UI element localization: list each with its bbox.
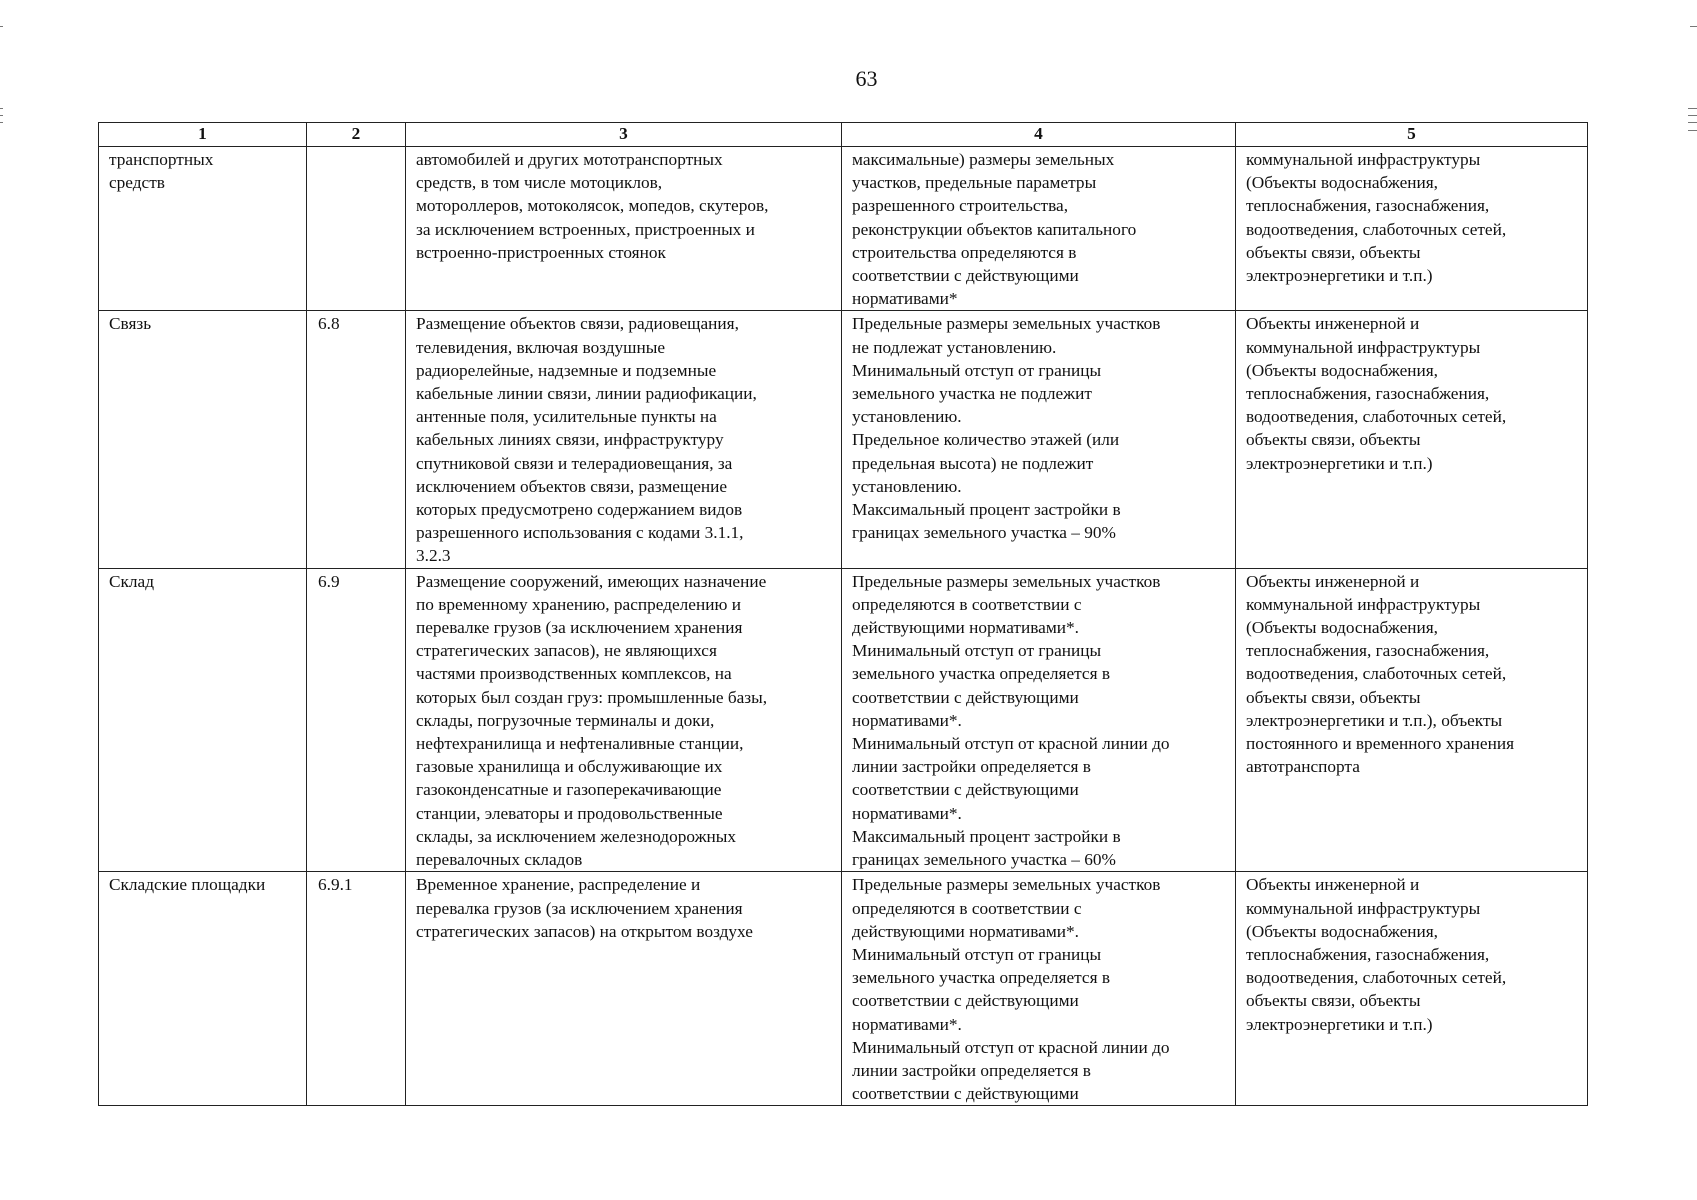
table-row [99, 311, 1588, 568]
scan-edge-mark-left [0, 122, 3, 123]
scan-edge-mark-right [1688, 115, 1697, 116]
infrastructure-cell: Объекты инженерной и коммунальной инфраструктуры (Объекты водоснабжения, теплоснабжения, газоснабжения, водоотведения, слаботочных сетей, объекты связи, объекты электроэнергетики и т.п.) [1236, 872, 1588, 1106]
page-number: 63 [855, 66, 878, 91]
scan-edge-mark-left [0, 115, 3, 116]
infrastructure-cell: Объекты инженерной и коммунальной инфраструктуры (Объекты водоснабжения, теплоснабжения, газоснабжения, водоотведения, слаботочных сетей, объекты связи, объекты электроэнергетики и т.п.), объекты постоянного и временного хранения автотранспорта [1236, 568, 1588, 872]
scan-edge-mark-top-left [0, 26, 3, 27]
scan-edge-mark-right [1688, 122, 1697, 123]
table-row [99, 568, 1588, 872]
building-parameters-cell: Предельные размеры земельных участков определяются в соответствии с действующими нормативами*. Минимальный отступ от границы земельного участка определяется в соответствии с действующими нормативами*. Минимальный отступ от красной линии до линии застройки определяется в соответствии с действующими нормативами*. Максимальный процент застройки в границах земельного участка – 60% [842, 568, 1236, 872]
table-header-row [99, 123, 1588, 147]
use-type-name-cell: транспортных средств [99, 147, 307, 311]
use-type-code-cell [307, 147, 406, 311]
use-description-cell: Размещение сооружений, имеющих назначение по временному хранению, распределению и перевалке грузов (за исключением хранения стратегических запасов), не являющихся частями производственных комплексов, на которых был создан груз: промышленные базы, склады, погрузочные терминалы и доки, нефтехранилища и нефтеналивные станции, газовые хранилища и обслуживающие их газоконденсатные и газоперекачивающие станции, элеваторы и продовольственные склады, за исключением железнодорожных перевалочных складов [406, 568, 842, 872]
building-parameters-cell: максимальные) размеры земельных участков, предельные параметры разрешенного строительства, реконструкции объектов капитального строительства определяются в соответствии с действующими нормативами* [842, 147, 1236, 311]
use-type-code-cell: 6.8 [307, 311, 406, 568]
use-type-code-cell: 6.9 [307, 568, 406, 872]
use-type-name-cell: Складские площадки [99, 872, 307, 1106]
building-parameters-cell: Предельные размеры земельных участков определяются в соответствии с действующими нормативами*. Минимальный отступ от границы земельного участка определяется в соответствии с действующими нормативами*. Минимальный отступ от красной линии до линии застройки определяется в соответствии с действующими [842, 872, 1236, 1106]
table-row [99, 872, 1588, 1106]
land-use-table [98, 122, 1588, 1106]
use-description-cell: автомобилей и других мототранспортных средств, в том числе мотоциклов, мотороллеров, мотоколясок, мопедов, скутеров, за исключением встроенных, пристроенных и встроенно-пристроенных стоянок [406, 147, 842, 311]
use-description-cell: Временное хранение, распределение и перевалка грузов (за исключением хранения стратегических запасов) на открытом воздухе [406, 872, 842, 1106]
scan-edge-mark-left [0, 108, 3, 109]
column-header: 3 [406, 123, 842, 147]
table-row [99, 147, 1588, 311]
use-type-code-cell: 6.9.1 [307, 872, 406, 1106]
column-header: 5 [1236, 123, 1588, 147]
use-type-name-cell: Склад [99, 568, 307, 872]
column-header: 2 [307, 123, 406, 147]
scan-edge-mark-right [1688, 108, 1697, 109]
scan-edge-mark-right [1688, 130, 1697, 131]
scan-edge-mark-top-right [1690, 26, 1697, 27]
infrastructure-cell: коммунальной инфраструктуры (Объекты водоснабжения, теплоснабжения, газоснабжения, водоотведения, слаботочных сетей, объекты связи, объекты электроэнергетики и т.п.) [1236, 147, 1588, 311]
building-parameters-cell: Предельные размеры земельных участков не подлежат установлению. Минимальный отступ от границы земельного участка не подлежит установлению. Предельное количество этажей (или предельная высота) не подлежит установлению. Максимальный процент застройки в границах земельного участка – 90% [842, 311, 1236, 568]
column-header: 1 [99, 123, 307, 147]
column-header: 4 [842, 123, 1236, 147]
infrastructure-cell: Объекты инженерной и коммунальной инфраструктуры (Объекты водоснабжения, теплоснабжения, газоснабжения, водоотведения, слаботочных сетей, объекты связи, объекты электроэнергетики и т.п.) [1236, 311, 1588, 568]
use-description-cell: Размещение объектов связи, радиовещания, телевидения, включая воздушные радиорелейные, надземные и подземные кабельные линии связи, линии радиофикации, антенные поля, усилительные пункты на кабельных линиях связи, инфраструктуру спутниковой связи и телерадиовещания, за исключением объектов связи, размещение которых предусмотрено содержанием видов разрешенного использования с кодами 3.1.1, 3.2.3 [406, 311, 842, 568]
use-type-name-cell: Связь [99, 311, 307, 568]
